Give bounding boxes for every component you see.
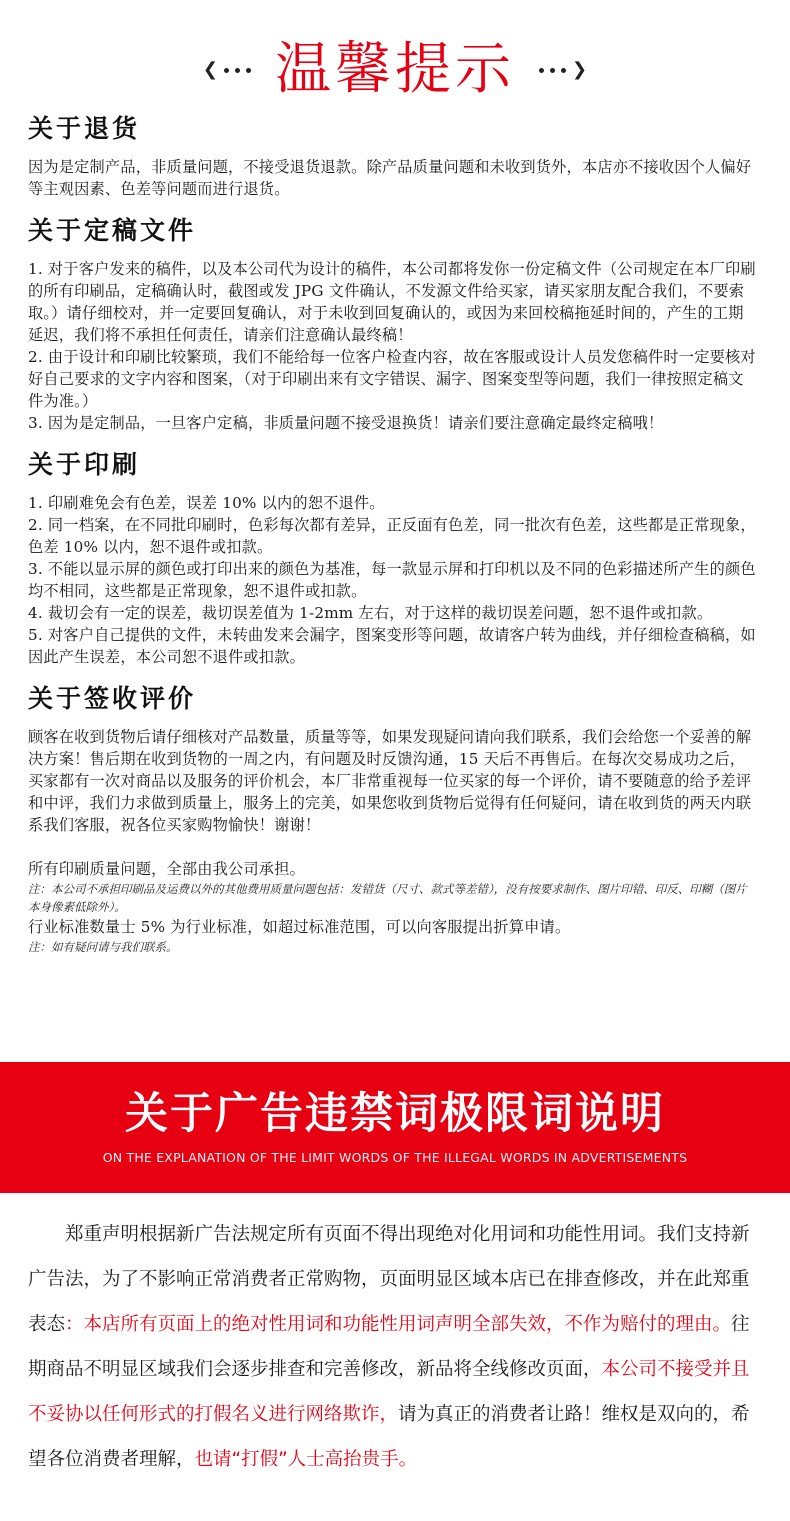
chevron-left-icon: ❮ [202,59,218,80]
statement-highlight: 也请“打假”人士高抬贵手。 [194,1449,418,1470]
section-paragraph: 2. 同一档案，在不同批印刷时，色彩每次都有差异，正反面有色差，同一批次有色差，这些都是正常现象，色差 10% 以内，恕不退件或扣款。 [28,516,756,556]
section-heading: 关于定稿文件 [28,216,197,245]
section-paragraph: 5. 对客户自己提供的文件，未转曲发来会漏字，图案变形等问题，故请客户转为曲线，并仔细检查稿稿，如因此产生误差，本公司恕不退件或扣款。 [28,626,756,666]
dot-icon [235,68,240,73]
footer-line: 所有印刷质量问题，全部由我公司承担。 [28,860,305,878]
banner-subtitle: ON THE EXPLANATION OF THE LIMIT WORDS OF THE ILLEGAL WORDS IN ADVERTISEMENTS [102,1150,688,1165]
dot-icon [246,68,251,73]
section-paragraph: 3. 因为是定制品，一旦客户定稿，非质量问题不接受退换货！请亲们要注意确定最终定稿哦！ [28,414,664,432]
section-printing [28,448,758,668]
section-paragraph: 1. 印刷难免会有色差，误差 10% 以内的恕不退件。 [28,494,385,512]
footer-notes [28,858,758,956]
section-paragraph: 2. 由于设计和印刷比较繁琐，我们不能给每一位客户检查内容，故在客服或设计人员发您稿件时一定要核对好自己要求的文字内容和图案，（对于印刷出来有文字错误、漏字、图案变型等问题，我们一律按照定稿文件为准。） [28,348,756,410]
footer-note: 注：本公司不承担印刷品及运费以外的其他费用质量问题包括：发错货（尺寸、款式等差错），没有按要求制作、图片印错、印反、印糊（图片本身像素低除外）。 [28,882,747,914]
section-heading: 关于退货 [28,114,141,143]
section-heading: 关于印刷 [28,450,141,479]
section-final-draft [28,214,758,434]
section-paragraph: 4. 裁切会有一定的误差，裁切误差值为 1-2mm 左右，对于这样的裁切误差问题，恕不退件或扣款。 [28,604,713,622]
section-paragraph: 因为是定制产品，非质量问题，不接受退货退款。除产品质量问题和未收到货外，本店亦不接收因个人偏好等主观因素、色差等问题而进行退货。 [28,158,752,198]
section-paragraph: 3. 不能以显示屏的颜色或打印出来的颜色为基准，每一款显示屏和打印机以及不同的色彩描述所产生的颜色均不相同，这些都是正常现象，恕不退件或扣款。 [28,560,756,600]
ad-words-banner [0,1062,790,1193]
section-paragraph: 1. 对于客户发来的稿件，以及本公司代为设计的稿件，本公司都将发你一份定稿文件（公司规定在本厂印刷的所有印刷品，定稿确认时，截图或发 JPG 文件确认，不发源文件给买家，请买家朋友配合我们，不要索取。）请仔细校对，并一定要回复确认，对于未收到回复确认的，或因为来回校稿拖延时间的，产生的工期延迟，我们将不承担任何责任，请亲们注意确认最终稿！ [28,260,756,344]
chevron-right-icon: ❯ [572,59,588,80]
dot-icon [224,68,229,73]
section-returns [28,112,758,200]
dot-icon [561,68,566,73]
section-paragraph: 顾客在收到货物后请仔细核对产品数量，质量等等，如果发现疑问请向我们联系，我们会给您一个妥善的解决方案！售后期在收到货物的一周之内，有问题及时反馈沟通，15 天后不再售后。在每次交易成功之后，买家都有一次对商品以及服务的评价机会，本厂非常重视每一位买家的每一个评价，请不要随意的给予差评和中评，我们力求做到质量上，服务上的完美，如果您收到货物后觉得有任何疑问，请在收到货的两天内联系我们客服，祝各位买家购物愉快！谢谢！ [28,728,752,834]
notice-title-row [0,30,790,110]
left-decoration [203,61,251,79]
right-decoration [539,61,587,79]
policy-content [28,112,758,956]
section-receipt-review [28,682,758,836]
dot-icon [550,68,555,73]
statement-text: 往期商品不明显区域我们会逐步排查和完善修改，新品将全线修改页面， [28,1314,750,1380]
page-title: 温馨提示 [275,37,515,102]
footer-line: 行业标准数量士 5% 为行业标准，如超过标准范围，可以向客服提出折算申请。 [28,918,571,936]
statement-highlight: ：本店所有页面上的绝对性用词和功能性用词声明全部失效，不作为赔付的理由。 [65,1314,732,1335]
footer-note: 注：如有疑问请与我们联系。 [28,940,178,954]
statement-text: 郑重声明根据新广告法规定所有页面不得出现绝对化用词和功能性用词。我们支持新广告法，为了不影响正常消费者正常购物，页面明显区域本店已在排查修改，并在此郑重表态 [28,1224,750,1335]
section-heading: 关于签收评价 [28,684,197,713]
ad-law-statement [28,1212,763,1482]
banner-title: 关于广告违禁词极限词说明 [125,1089,665,1139]
spacer [28,850,758,858]
statement-text: 请为真正的消费者让路！维权是双向的，希望各位消费者理解， [28,1404,750,1470]
dot-icon [539,68,544,73]
statement-highlight: 本公司不接受并且不妥协以任何形式的打假名义进行网络欺诈， [28,1359,750,1425]
